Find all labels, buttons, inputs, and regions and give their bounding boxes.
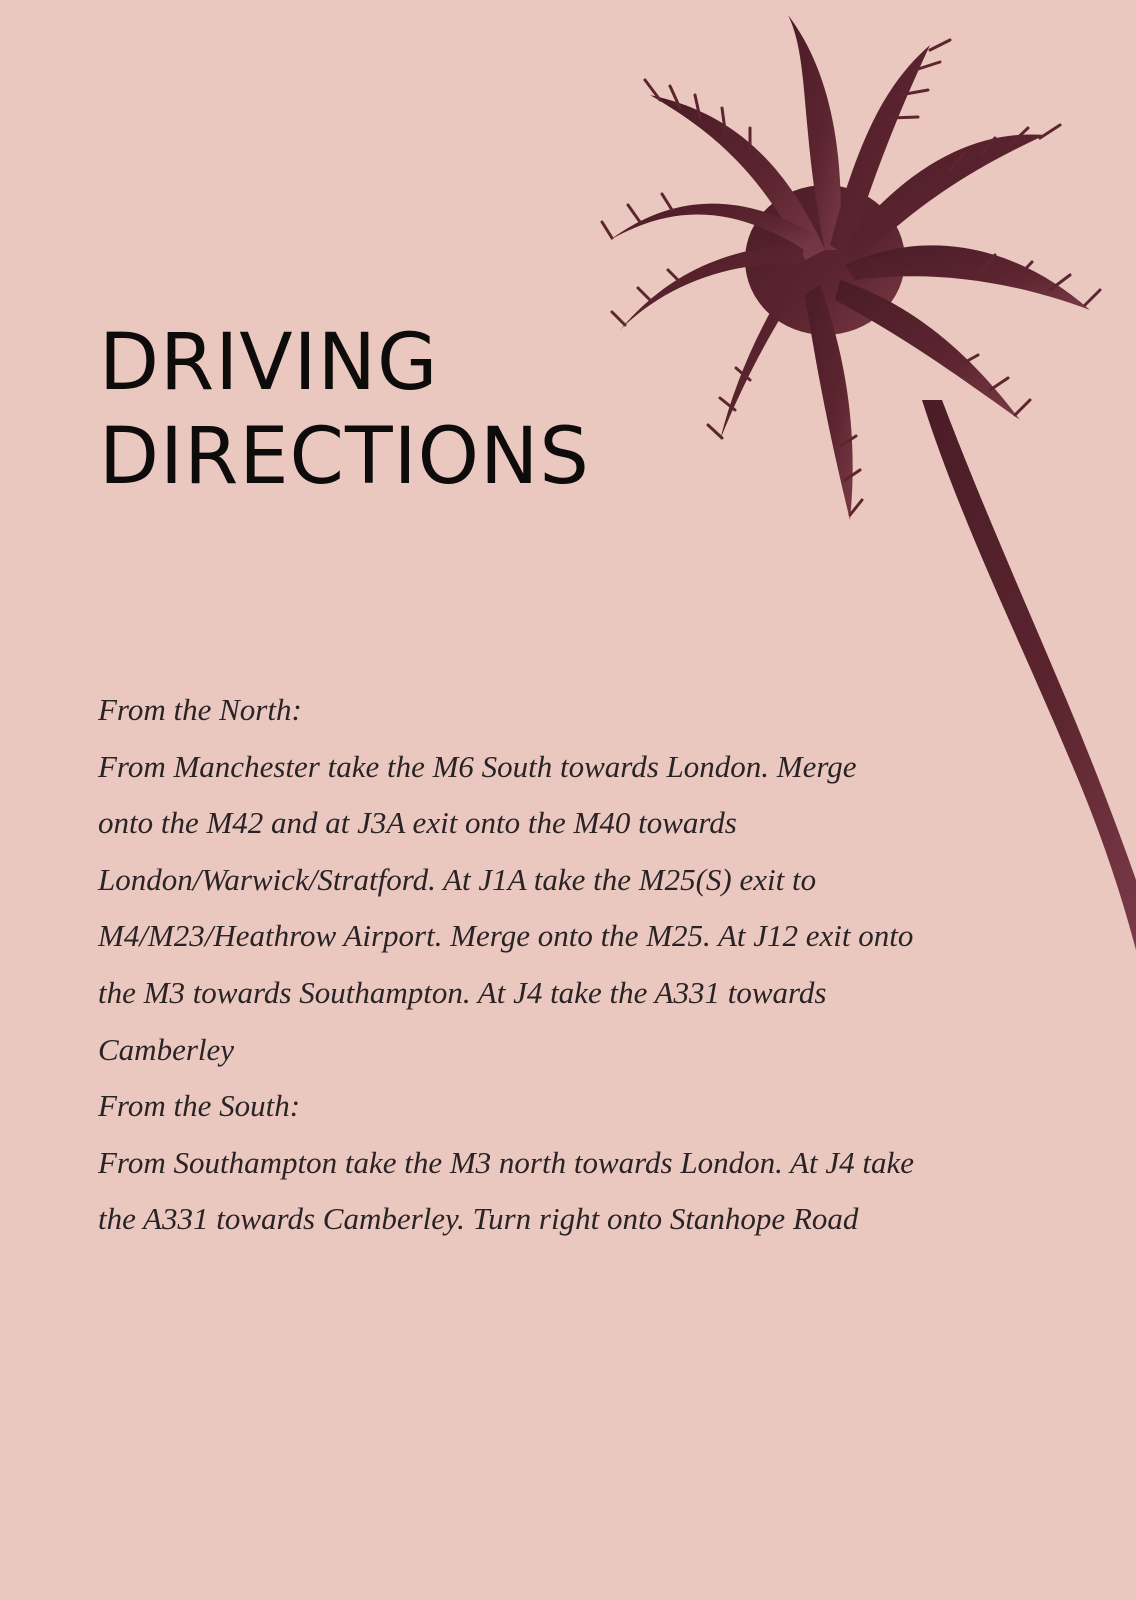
south-heading: From the South:: [98, 1088, 301, 1124]
directions-body: [98, 682, 918, 1248]
page-title: [99, 316, 590, 504]
north-heading: From the North:: [98, 692, 302, 727]
south-directions: From Southampton take the M3 north towards London. At J4 take the A331 towards Camberley. Turn right onto Stanhope Road: [98, 1144, 914, 1237]
north-directions: From Manchester take the M6 South towards London. Merge onto the M42 and at J3A exit onto the M40 towards London/Warwick/Stratford. At J1A take the M25(S) exit to M4/M23/Heathrow Airport. Merge onto the M25. At J12 exit onto the M3 towards Southampton. At J4 take the A331 towards Camberley: [98, 748, 914, 1067]
title-line-2: DIRECTIONS: [99, 412, 590, 502]
title-line-1: DRIVING: [99, 318, 439, 408]
